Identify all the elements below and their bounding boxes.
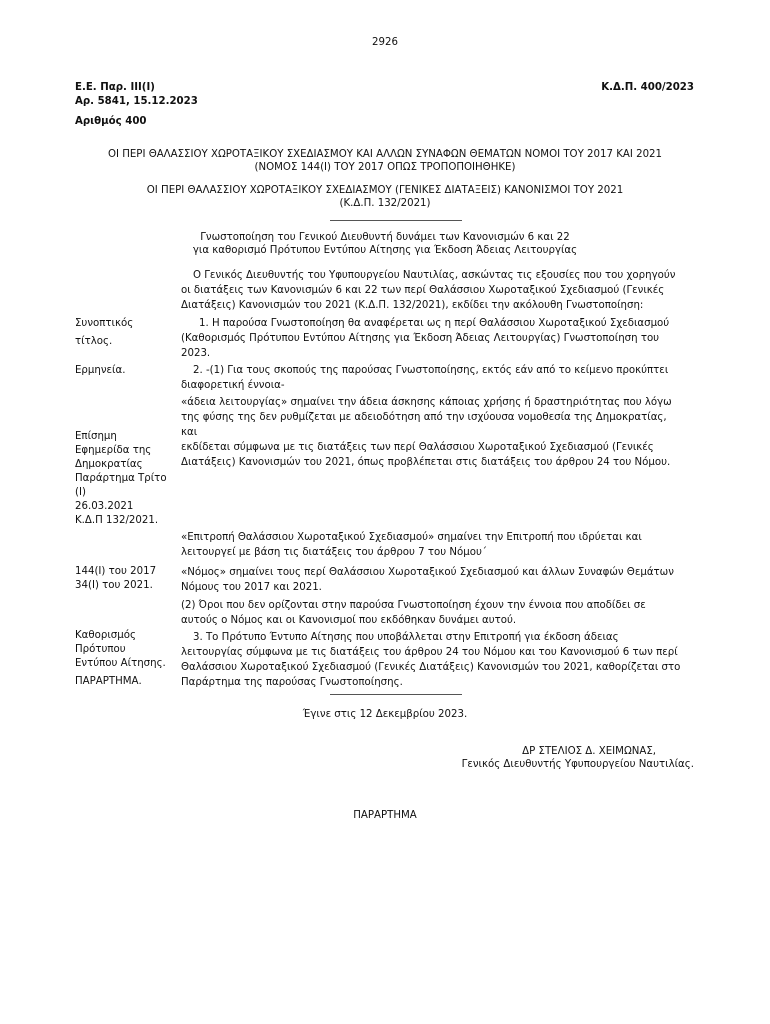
gazette-part: Ε.Ε. Παρ. ΙΙΙ(Ι)	[75, 82, 155, 93]
annex-heading: ΠΑΡΑΡΤΗΜΑ	[353, 810, 417, 821]
intro-paragraph: Ο Γενικός Διευθυντής του Υφυπουργείου Ναυτιλίας, ασκώντας τις εξουσίες που του χορηγούν οι διατάξεις των Κανονισμών 6 και 22 των περί Θαλάσσιου Χωροταξικού Σχεδιασμού (Γενικές Διατάξεις) Κανονισμών του 2021 (Κ.Δ.Π. 132/2021), εκδίδει την ακόλουθη Γνωστοποίηση:	[181, 270, 676, 311]
margin-definition-form: Καθορισμός Πρότυπου Εντύπου Αίτησης. ΠΑΡΑΡΤΗΜΑ.	[75, 630, 166, 687]
paragraph-3: 3. Το Πρότυπο Έντυπο Αίτησης που υποβάλλεται στην Επιτροπή για έκδοση άδειας λειτουργίας σύμφωνα με τις διατάξεις του άρθρου 24 του Νόμου και του Κανονισμού 6 των περί Θαλάσσιου Χωροταξικού Σχεδιασμού (Γενικές Διατάξεις) Κανονισμών του 2021, καθορίζεται στο Παράρτημα της παρούσας Γνωστοποίησης.	[181, 632, 681, 688]
paragraph-2: 2. -(1) Για τους σκοπούς της παρούσας Γνωστοποίησης, εκτός εάν από το κείμενο προκύπτει διαφορετική έννοια-	[181, 365, 669, 391]
kdp-reference: Κ.Δ.Π. 400/2023	[601, 82, 694, 93]
regulations-title: ΟΙ ΠΕΡΙ ΘΑΛΑΣΣΙΟΥ ΧΩΡΟΤΑΞΙΚΟΥ ΣΧΕΔΙΑΣΜΟΥ (ΓΕΝΙΚΕΣ ΔΙΑΤΑΞΕΙΣ) ΚΑΝΟΝΙΣΜΟΙ ΤΟΥ 2021	[146, 185, 624, 196]
divider	[330, 694, 462, 695]
gazette-issue: Αρ. 5841, 15.12.2023	[75, 96, 198, 107]
notice-number: Αριθμός 400	[75, 116, 147, 127]
divider	[330, 220, 462, 221]
margin-interpretation: Ερμηνεία.	[75, 365, 126, 376]
paragraph-1: 1. Η παρούσα Γνωστοποίηση θα αναφέρεται ως η περί Θαλάσσιου Χωροταξικού Σχεδιασμού (Καθορισμός Πρότυπου Εντύπου Αίτησης για Έκδοση Άδειας Λειτουργίας) Γνωστοποίηση του 2023.	[181, 318, 670, 359]
definition-law: «Νόμος» σημαίνει τους περί Θαλάσσιου Χωροταξικού Σχεδιασμού και άλλων Συναφών Θεμάτων Νόμους του 2017 και 2021.	[181, 567, 674, 593]
definition-committee: «Επιτροπή Θαλάσσιου Χωροταξικού Σχεδιασμού» σημαίνει την Επιτροπή που ιδρύεται και λειτουργεί με βάση τις διατάξεις του άρθρου 7 του Νόμου΄	[181, 532, 642, 558]
signatory-title: Γενικός Διευθυντής Υφυπουργείου Ναυτιλίας.	[461, 759, 694, 770]
margin-short-title: Συνοπτικός τίτλος.	[75, 318, 134, 347]
paragraph-2-2: (2) Όροι που δεν ορίζονται στην παρούσα Γνωστοποίηση έχουν την έννοια που αποδίδει σε αυτούς ο Νόμος και οι Κανονισμοί που εκδόθηκαν δυνάμει αυτού.	[181, 600, 646, 626]
law-subtitle: (ΝΟΜΟΣ 144(Ι) ΤΟΥ 2017 ΟΠΩΣ ΤΡΟΠΟΠΟΙΗΘΗΚΕ)	[254, 162, 516, 173]
margin-laws-reference: 144(Ι) του 2017 34(Ι) του 2021.	[75, 566, 157, 591]
definition-operating-license: «άδεια λειτουργίας» σημαίνει την άδεια άσκησης κάποιας χρήσης ή δραστηριότητας που λόγω της φύσης της δεν ρυθμίζεται με αδειοδότηση από την ισχύουσα νομοθεσία της Δημοκρατίας, και εκδίδεται σύμφωνα με τις διατάξεις των περί Θαλάσσιου Χωροταξικού Σχεδιασμού (Γενικές Διατάξεις) Κανονισμών του 2021, όπως προβλέπεται στις διατάξεις του άρθρου 24 του Νόμου.	[181, 397, 672, 468]
date-made: Έγινε στις 12 Δεκεμβρίου 2023.	[302, 709, 468, 720]
signatory-name: ΔΡ ΣΤΕΛΙΟΣ Δ. ΧΕΙΜΩΝΑΣ,	[522, 746, 656, 757]
notice-heading: Γνωστοποίηση του Γενικού Διευθυντή δυνάμει των Κανονισμών 6 και 22	[200, 232, 570, 243]
law-title: ΟΙ ΠΕΡΙ ΘΑΛΑΣΣΙΟΥ ΧΩΡΟΤΑΞΙΚΟΥ ΣΧΕΔΙΑΣΜΟΥ ΚΑΙ ΑΛΛΩΝ ΣΥΝΑΦΩΝ ΘΕΜΑΤΩΝ ΝΟΜΟΙ ΤΟΥ 2017 ΚΑΙ 2021	[107, 149, 663, 160]
notice-subheading: για καθορισμό Πρότυπου Εντύπου Αίτησης για Έκδοση Άδειας Λειτουργίας	[192, 245, 578, 256]
page-number: 2926	[372, 37, 398, 48]
margin-gazette-reference: Επίσημη Εφημερίδα της Δημοκρατίας Παράρτημα Τρίτο (Ι) 26.03.2021 Κ.Δ.Π 132/2021.	[75, 431, 167, 526]
regulations-subtitle: (Κ.Δ.Π. 132/2021)	[339, 198, 431, 209]
